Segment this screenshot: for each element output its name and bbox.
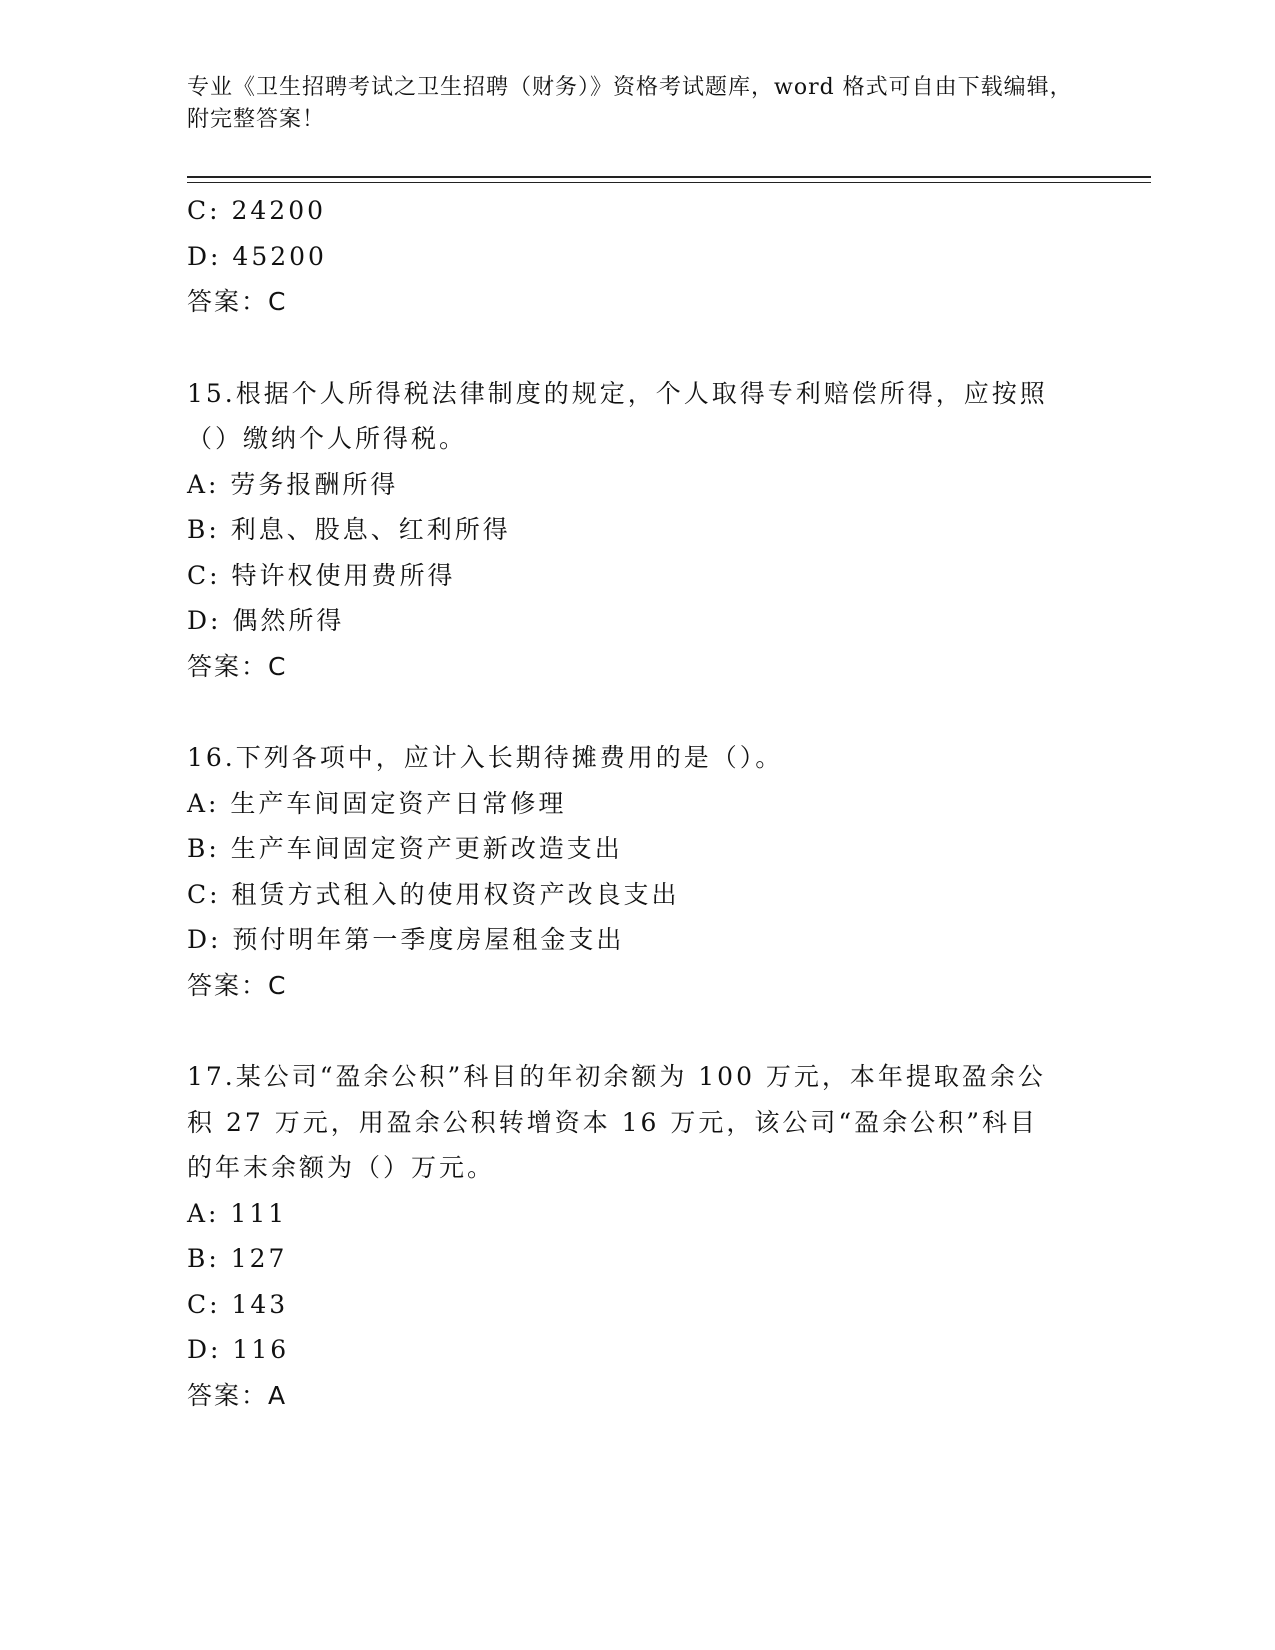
answer-line: 答案：C <box>187 651 288 681</box>
answer-line: 答案：A <box>187 1380 288 1410</box>
option-b: B: 生产车间固定资产更新改造支出 <box>187 834 623 863</box>
header-divider-thin <box>187 182 1151 183</box>
question-text: 积 27 万元，用盈余公积转增资本 16 万元，该公司“盈余公积”科目 <box>187 1107 1038 1137</box>
option-d: D: 偶然所得 <box>187 606 345 635</box>
option-d: D: 116 <box>187 1335 290 1364</box>
option-c: C: 特许权使用费所得 <box>187 560 456 590</box>
option-c: C: 24200 <box>187 196 327 225</box>
answer-line: 答案：C <box>187 970 288 1000</box>
question-text: （）缴纳个人所得税。 <box>187 424 468 453</box>
question-block-partial <box>187 188 1087 325</box>
option-b: B: 127 <box>187 1244 288 1273</box>
question-list <box>187 188 1087 1464</box>
question-block-15 <box>187 371 1087 690</box>
question-text: 17.某公司“盈余公积”科目的年初余额为 100 万元，本年提取盈余公 <box>187 1062 1046 1091</box>
option-c: C: 143 <box>187 1289 289 1319</box>
option-b: B: 利息、股息、红利所得 <box>187 515 511 544</box>
option-a: A: 生产车间固定资产日常修理 <box>187 788 567 818</box>
question-text: 16.下列各项中，应计入长期待摊费用的是（）。 <box>187 743 784 772</box>
question-block-16 <box>187 735 1087 1008</box>
question-text: 15.根据个人所得税法律制度的规定，个人取得专利赔偿所得，应按照 <box>187 378 1048 408</box>
option-a: A: 劳务报酬所得 <box>187 469 399 499</box>
option-c: C: 租赁方式租入的使用权资产改良支出 <box>187 879 680 909</box>
option-d: D: 预付明年第一季度房屋租金支出 <box>187 925 625 954</box>
question-text: 的年末余额为（）万元。 <box>187 1153 496 1182</box>
header-divider-thick <box>187 176 1151 178</box>
option-a: A: 111 <box>187 1198 288 1228</box>
option-d: D: 45200 <box>187 241 327 271</box>
question-block-17 <box>187 1054 1087 1418</box>
document-header: 专业《卫生招聘考试之卫生招聘（财务）》资格考试题库，word 格式可自由下载编辑，附完整答案！ <box>187 75 1073 132</box>
answer-line: 答案：C <box>187 287 288 316</box>
